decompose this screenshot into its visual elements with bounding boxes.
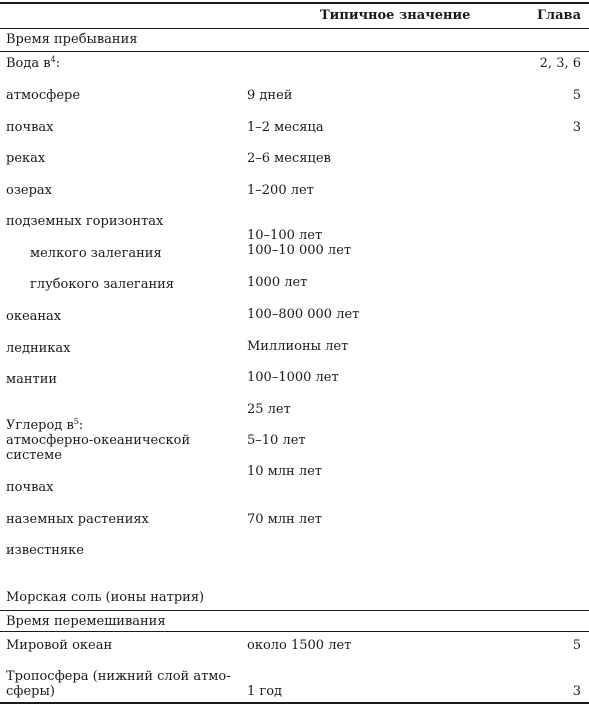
row-value: 2–6 месяцев: [247, 151, 331, 166]
row-label: сферы): [6, 684, 55, 699]
row-value: около 1500 лет: [247, 638, 352, 653]
water-label: Вода $в^4$:: [6, 55, 61, 71]
header-rule: [0, 28, 589, 29]
row-label: океанах: [6, 309, 62, 324]
footnote-ref: 4: [50, 55, 56, 64]
row-value: 100–800 000 лет: [247, 307, 360, 322]
row-label: почвах: [6, 480, 54, 495]
row-value: Миллионы лет: [247, 339, 349, 354]
row-label: ледниках: [6, 341, 71, 356]
column-header-chapter: Глава: [536, 8, 581, 23]
row-label: Мировой океан: [6, 638, 113, 653]
row-value: 9 дней: [247, 88, 293, 103]
row-label: системе: [6, 448, 62, 463]
row-label: известняке: [6, 543, 84, 558]
row-chapter: 3: [572, 120, 581, 135]
row-chapter: 5: [572, 638, 581, 653]
row-value: 1 год: [247, 684, 283, 699]
row-label: Тропосфера (нижний слой атмо-: [6, 669, 231, 684]
row-value: 25 лет: [247, 402, 291, 417]
section-rule: [0, 631, 589, 632]
row-value: 10–100 лет: [247, 228, 323, 243]
column-header-value: Типичное значение: [320, 8, 471, 23]
row-value: 1–200 лет: [247, 183, 314, 198]
section-title-mixing: Время перемешивания: [6, 614, 166, 629]
row-label: реках: [6, 151, 46, 166]
section-title-residence: Время пребывания: [6, 32, 138, 47]
row-value: 100–10 000 лет: [247, 243, 352, 258]
section-rule: [0, 51, 589, 52]
row-chapter: 3: [572, 684, 581, 699]
sea-salt-label: Морская соль (ионы натрия): [6, 590, 205, 605]
row-label: атмосфере: [6, 88, 81, 103]
row-value: 1000 лет: [247, 275, 308, 290]
row-value: 1–2 месяца: [247, 120, 324, 135]
row-label: атмосферно-океанической: [6, 433, 191, 448]
footnote-ref: 5: [73, 417, 79, 426]
section-rule: [0, 610, 589, 611]
row-label: глубокого залегания: [30, 277, 174, 292]
water-chapter: 2, 3, 6: [539, 56, 581, 71]
bottom-rule: [0, 702, 589, 704]
top-rule: [0, 2, 589, 4]
row-label: мелкого залегания: [30, 246, 162, 261]
row-value: 10 млн лет: [247, 464, 322, 479]
row-value: 70 млн лет: [247, 512, 322, 527]
row-label: мантии: [6, 372, 58, 387]
row-chapter: 5: [572, 88, 581, 103]
row-label: подземных горизонтах: [6, 214, 164, 229]
row-label: наземных растениях: [6, 512, 149, 527]
row-label: почвах: [6, 120, 54, 135]
row-value: 100–1000 лет: [247, 370, 339, 385]
row-label: озерах: [6, 183, 53, 198]
carbon-label: Углерод $в^5$:: [6, 417, 84, 433]
row-value: 5–10 лет: [247, 433, 306, 448]
